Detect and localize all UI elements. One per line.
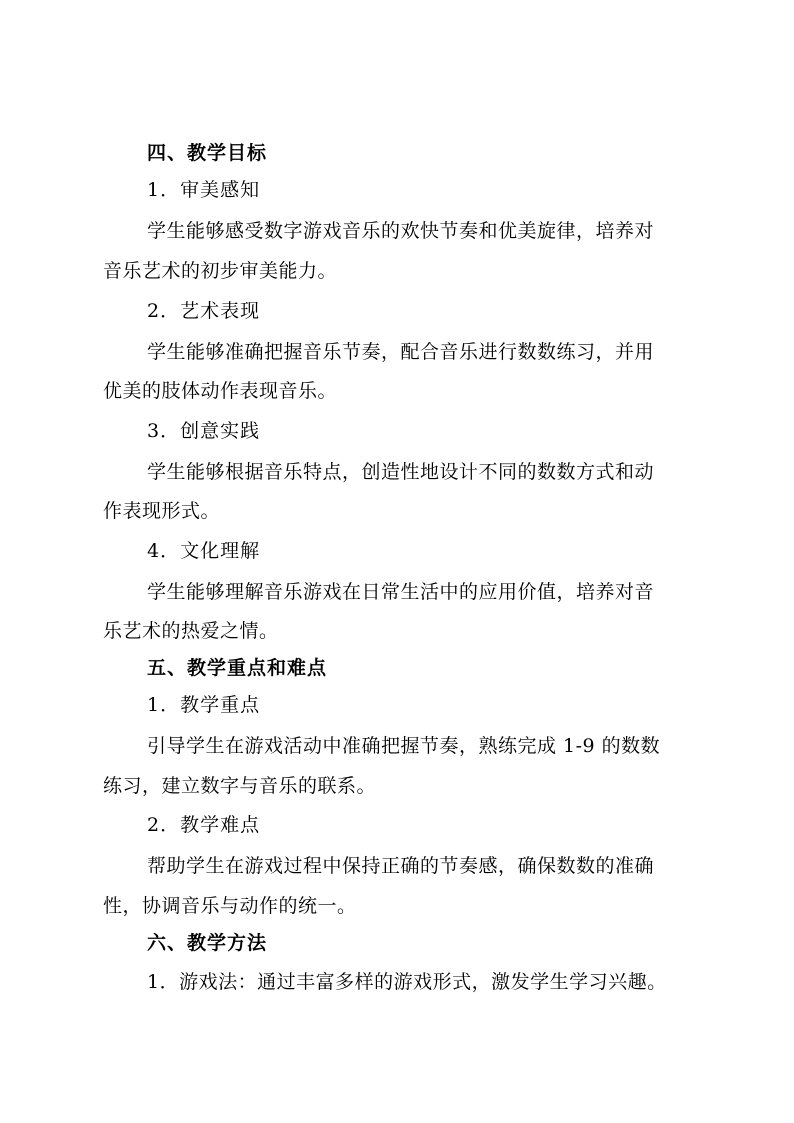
goal-label-4: 4．文化理解 — [147, 540, 261, 562]
goal-text-2-line-2: 优美的肢体动作表现音乐。 — [103, 380, 338, 402]
key-point-text-2-line-2: 性，协调音乐与动作的统一。 — [103, 895, 357, 917]
goal-text-1-line-2: 音乐艺术的初步审美能力。 — [103, 260, 338, 282]
goal-label-2: 2．艺术表现 — [147, 300, 261, 322]
key-point-label-2: 2．教学难点 — [147, 814, 261, 836]
goal-text-4-line-2: 乐艺术的热爱之情。 — [103, 620, 279, 642]
section-heading-goals: 四、教学目标 — [147, 142, 268, 164]
section-heading-methods: 六、教学方法 — [147, 932, 268, 954]
key-point-label-1: 1．教学重点 — [147, 694, 261, 716]
goal-text-3-line-2: 作表现形式。 — [103, 500, 221, 522]
goal-label-3: 3．创意实践 — [147, 420, 261, 442]
key-point-text-1-line-1: 引导学生在游戏活动中准确把握节奏，熟练完成 1-9 的数数 — [147, 735, 661, 757]
goal-text-4-line-1: 学生能够理解音乐游戏在日常生活中的应用价值，培养对音 — [147, 581, 655, 603]
goal-text-1-line-1: 学生能够感受数字游戏音乐的欢快节奏和优美旋律，培养对 — [147, 220, 655, 242]
key-point-text-1-line-2: 练习，建立数字与音乐的联系。 — [103, 775, 377, 797]
goal-label-1: 1．审美感知 — [147, 179, 261, 201]
goal-text-2-line-1: 学生能够准确把握音乐节奏，配合音乐进行数数练习，并用 — [147, 341, 655, 363]
key-point-text-2-line-1: 帮助学生在游戏过程中保持正确的节奏感，确保数数的准确 — [147, 855, 655, 877]
section-heading-key-points: 五、教学重点和难点 — [147, 657, 328, 679]
goal-text-3-line-1: 学生能够根据音乐特点，创造性地设计不同的数数方式和动 — [147, 461, 655, 483]
method-text-1: 1．游戏法：通过丰富多样的游戏形式，激发学生学习兴趣。 — [147, 971, 667, 993]
